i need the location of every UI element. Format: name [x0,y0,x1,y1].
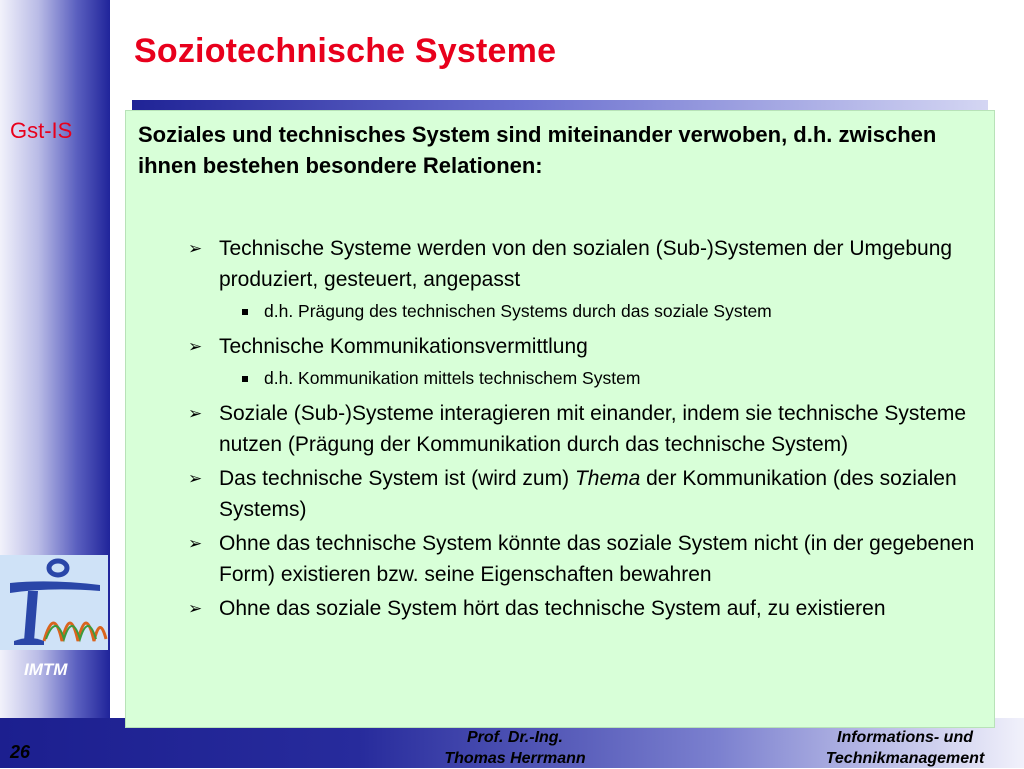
footer-department [790,727,1020,769]
list-item-text-part: Das technische System ist (wird zum) [219,467,575,490]
list-item [126,331,994,362]
page-number: 26 [10,742,31,762]
side-label: Gst-IS [10,118,73,143]
list-item-emphasis: Thema [574,467,641,490]
list-item [126,593,994,624]
list-item-text: Ohne das technische System könnte das soziale System nicht (in der gegebenen Form) existieren bzw. seine Eigenschaften bewahren [219,532,975,586]
imtm-logo [0,555,108,650]
bullet-list [126,233,994,627]
sub-list-item [126,298,994,324]
list-item-text: Technische Kommunikationsvermittlung [219,335,588,358]
slide-title: Soziotechnische Systeme [134,32,557,70]
list-item-text: Ohne das soziale System hört das technische System auf, zu existieren [219,597,886,620]
content-box [125,110,995,728]
footer-department-line1: Informations- und [837,729,973,746]
list-item [126,528,994,590]
arrow-bullet-icon: ➢ [188,404,203,423]
title-divider [132,100,988,110]
list-item-text-part: der Kommunikation (des sozialen Systems) [219,467,957,521]
list-item-text: Soziale (Sub-)Systeme interagieren mit einander, indem sie technische Systeme nutzen (Prägung der Kommunikation durch das technische System) [219,402,967,456]
arrow-bullet-icon: ➢ [188,239,203,258]
list-item [126,463,994,525]
intro-text: Soziales und technisches System sind miteinander verwoben, d.h. zwischen ihnen bestehen besondere Relationen: [138,122,937,178]
footer-department-line2: Technikmanagement [825,750,985,767]
arrow-bullet-icon: ➢ [188,469,203,488]
list-item [126,398,994,460]
sub-list-item [126,365,994,391]
square-bullet-icon [242,309,248,315]
list-item [126,233,994,295]
footer-author-line1: Prof. Dr.-Ing. [467,729,563,746]
square-bullet-icon [242,376,248,382]
imtm-logo-graphic [0,555,108,650]
sub-item-text: d.h. Prägung des technischen Systems durch das soziale System [264,301,772,321]
footer-author-line2: Thomas Herrmann [444,750,586,767]
footer-author [410,727,620,769]
sub-item-text: d.h. Kommunikation mittels technischem System [264,368,641,388]
arrow-bullet-icon: ➢ [188,599,203,618]
list-item-text: Technische Systeme werden von den sozialen (Sub-)Systemen der Umgebung produziert, gesteuert, angepasst [219,237,953,291]
left-gradient-band [0,0,110,768]
arrow-bullet-icon: ➢ [188,337,203,356]
imtm-label: IMTM [24,660,68,679]
arrow-bullet-icon: ➢ [188,534,203,553]
